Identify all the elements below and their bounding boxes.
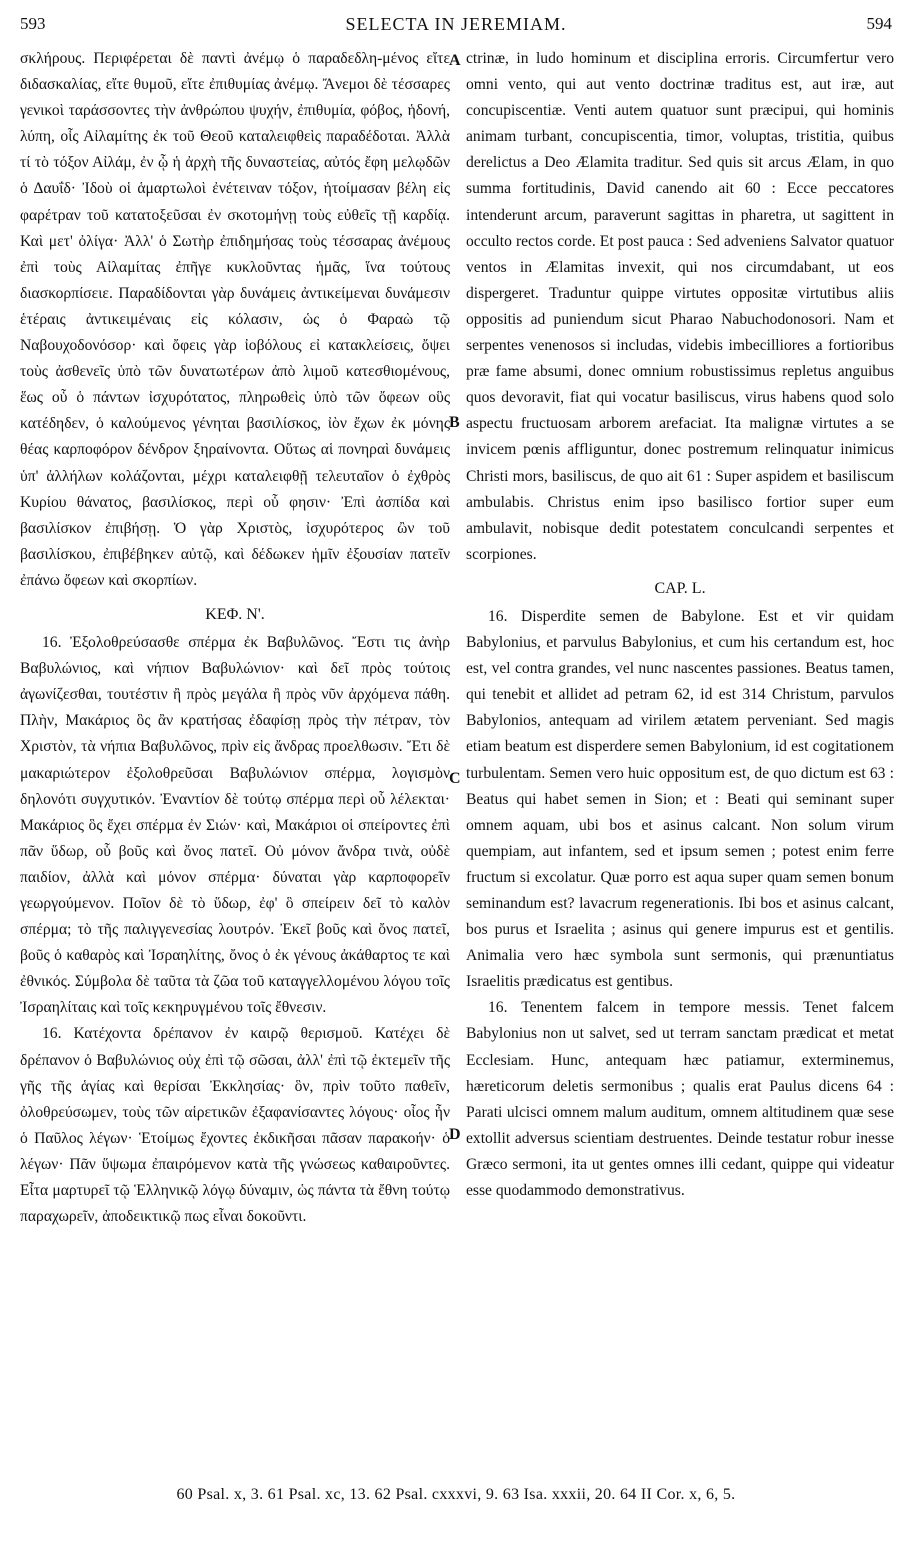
margin-letter-d: D xyxy=(449,1126,461,1143)
latin-column xyxy=(466,46,894,1204)
greek-column xyxy=(20,46,450,1230)
running-head: SELECTA IN JEREMIAM. xyxy=(345,14,567,34)
latin-paragraph-1: ctrinæ, in ludo hominum et disciplina erroris. Circumfertur vero omni vento, qui aut vento doctrinæ traditus est, aut iræ, aut concupiscentiæ. Venti autem quatuor sunt præcipui, qui hominis animam turbant, concupiscentia, timor, voluptas, tristitia, quibus derelictus a Deo Ælamita traditur. Sed quis sit arcus Ælam, in quo summa fortitudinis, David canendo ait 60 : Ecce peccatores intenderunt arcum, paraverunt sagittas in pharetra, ut sagittent in occulto rectos corde. Et post pauca : Sed adveniens Salvator quatuor ventos in Ælamitas invexit, qui nos circumdabant, ut eos dispergeret. Traduntur quippe virtutes oppositæ virtutibus aliis oppositis ad puniendum sicut Pharao Nabuchodonosori. Nam et serpentes venenosos si includas, videbis imbecilliores a fortioribus præ fame absumi, donec omnium robustissimus repletus anguibus quos devoravit, fiat qui vocatur basiliscus, virus habens quod solo aspectu fructuosam arborem arefaciat. Ita malignæ virtutes a se invicem pœnis affliguntur, donec postremum relinquatur inimicus Christi mors, basiliscus, de quo ait 61 : Super aspidem et basiliscum ambulabis. Christus enim ipso basilisco fortior super eum ambulavit, nobisque dedit potestatem conculcandi serpentes et scorpiones. xyxy=(466,50,894,563)
greek-paragraph-3: 16. Κατέχοντα δρέπανον ἐν καιρῷ θερισμοῦ. Κατέχει δὲ δρέπανον ὁ Βαβυλώνιος οὐχ ἐπὶ τῷ σῶσαι, ἀλλ' ἐπὶ τῷ ἐκτεμεῖν τῆς γῆς τῆς ἁγίας καὶ θερίσαι Ἐκκλησίας· ὃν, πρὶν τοῦτο παθεῖν, ὀλοθρεύσωμεν, τοὺς τῶν αἱρετικῶν ἐξαφανίσαντες λόγους· οἷος ἦν ὁ Παῦλος λέγων· Ἑτοίμως ἔχοντες ἐκδικῆσαι πᾶσαν παρακοήν· ὁ λέγων· Πᾶν ὕψωμα ἐπαιρόμενον κατὰ τῆς γνώσεως καθαιροῦντες. Εἶτα μαρτυρεῖ τῷ Ἑλληνικῷ λόγῳ δύναμιν, ὡς πάντα τὰ ἔθνη τούτῳ παραχωρεῖν, ἀποδεικτικῷ πως εἶναι δοκοῦντι. xyxy=(20,1025,450,1226)
margin-letter-c: C xyxy=(449,770,461,787)
footnotes: 60 Psal. x, 3. 61 Psal. xc, 13. 62 Psal. cxxxvi, 9. 63 Isa. xxxii, 20. 64 II Cor. x, 6, 5. xyxy=(176,1486,736,1503)
latin-chapter-heading: CAP. L. xyxy=(654,579,706,597)
margin-letter-b: B xyxy=(449,414,460,431)
margin-letter-a: A xyxy=(449,52,461,69)
latin-paragraph-3: 16. Tenentem falcem in tempore messis. Tenet falcem Babylonius non ut salvet, sed ut terram sanctam prædicat et metat Ecclesiam. Hunc, antequam hæc patiamur, exterminemus, hæreticorum deletis sermonibus ; qualis erat Paulus dicens 64 : Parati ulcisci omnem malum auditum, omnem altitudinem quæ sese extollit adversus scientiam destruentes. Deinde testatur robur inesse Græco sermoni, ita ut gentes omnes illi cedant, quippe qui videatur esse quodammodo demonstrativus. xyxy=(466,999,894,1200)
footnote-divider xyxy=(20,1462,892,1463)
margin-letters xyxy=(449,0,467,1460)
latin-paragraph-2: 16. Disperdite semen de Babylone. Est et vir quidam Babylonius, et parvulus Babylonius, et cum his certandum est, hoc est, vel contra grandes, vel nunc nascentes passiones. Beatus tamen, qui tenebit et allidet ad petram 62, id est 314 Christum, parvulos Babylonios, antequam ad virilem ætatem perveniant. Sed magis etiam beatum est disperdere semen Babylonium, id est cogitationem turbulentam. Semen vero huic oppositum est, de quo dictum est 63 : Beatus qui habet semen in Sion; et : Beati qui seminant super omnem aquam, ubi bos et asinus calcant. Non solum virum quempiam, aut infantem, sed et ipsum semen ; potest enim ferre fructum si excolatur. Quæ porro est aqua super quam semen bonum seminandum est? lavacrum regenerationis. Ibi bos et asinus calcant, bos purus et Israelita ; asinus qui genere impurus est et gentilis. Animalia vero hæc symbola sunt sermonis, qui prænuntiatus Israelitis prædicatus est gentibus. xyxy=(466,607,894,991)
page-number-left: 593 xyxy=(20,14,46,33)
greek-chapter-heading: ΚΕΦ. Ν'. xyxy=(205,605,265,623)
page-number-right: 594 xyxy=(866,14,892,33)
greek-paragraph-1: σκλήρους. Περιφέρεται δὲ παντὶ ἀνέμῳ ὁ παραδεδλη-μένος εἴτε διδασκαλίας, εἴτε θυμοῦ, εἴτε ἐπιθυμίας ἀνέμῳ. Ἄνεμοι δὲ τέσσαρες γενικοὶ ταράσσοντες τὴν ἀνθρώπου ψυχήν, ἐπιθυμία, φόβος, ἡδονή, λύπη, οἷς Αἰλαμίτης ἐκ τοῦ Θεοῦ καταλειφθεὶς παραδέδοται. Ἀλλὰ τί τὸ τόξον Αἰλάμ, ἐν ᾧ ἡ ἀρχὴ τῆς δυναστείας, αὐτός ἔφη μελῳδῶν ὁ Δαυΐδ· Ἰδοὺ οἱ ἁμαρτωλοὶ ἐνέτειναν τόξον, ἡτοίμασαν βέλη εἰς φαρέτραν τοῦ κατατοξεῦσαι ἐν σκοτομήνῃ τοὺς εὐθεῖς τῇ καρδίᾳ. Καὶ μετ' ὀλίγα· Ἀλλ' ὁ Σωτὴρ ἐπιδημήσας τοὺς τέσσαρας ἀνέμους ἐπὶ τοὺς Αἰλαμίτας ἐπῆγε κυκλοῦντας ἡμᾶς, ἵνα τούτους διασκορπίσειε. Παραδίδονται γὰρ δυνάμεις ἀντικείμεναι δυνάμεσιν ἑτέραις ἀντικειμέναις εἰς κόλασιν, ὡς ὁ Φαραὼ τῷ Ναβουχοδονόσορ· καὶ ὄφεις γὰρ ἰοβόλους εἰ κατακλείσεις, ὄψει τοὺς ἀσθενεῖς ὑπὸ τῶν δυνατωτέρων ἀπὸ λιμοῦ κατεσθιομένους, ἕως οὗ ὁ πάντων ἰσχυρότατος, πληρωθεὶς ὑπὸ τῶν ὄφεων οὓς κατέδηδεν, ὁ καλούμενος γένηται βασιλίσκος, ἰὸν ἔχων ἐκ μόνης θέας καρποφόρον δένδρον ξηραίνοντα. Οὕτως αἱ πονηραὶ δυνάμεις ὑπ' ἀλλήλων κολάζονται, μέχρι καταλειφθῇ τελευταῖον ὁ ἐχθρὸς Κυρίου θάνατος, βασιλίσκος, περὶ οὗ φησιν· Ἐπὶ ἀσπίδα καὶ βασιλίσκον ἐπιβήσῃ. Ὁ γὰρ Χριστὸς, ἰσχυρότερος ὢν τοῦ βασιλίσκου, ἐπιβέβηκεν αὐτῷ, καὶ δέδωκεν ἡμῖν ἐξουσίαν πατεῖν ἐπάνω ὄφεων καὶ σκορπίων. xyxy=(20,50,450,589)
greek-paragraph-2: 16. Ἐξολοθρεύσασθε σπέρμα ἐκ Βαβυλῶνος. Ἔστι τις ἀνὴρ Βαβυλώνιος, καὶ νήπιον Βαβυλώνιον· καὶ δεῖ πρὸς τούτοις ἀγωνίζεσθαι, τουτέστιν ἢ πρὸς μεγάλα ἢ πρὸς νῦν ἀρχόμενα πάθη. Πλὴν, Μακάριος ὃς ἂν κρατήσας ἐδαφίσῃ πρὸς τὴν πέτραν, τὸν Χριστὸν, τὰ νήπια Βαβυλῶνος, πρὶν εἰς ἄνδρας προελθωσιν. Ἔτι δὲ μακαριώτερον ἐξολοθρεῦσαι Βαβυλώνιον σπέρμα, λογισμὸν δηλονότι συγχυτικόν. Ἐναντίον δὲ τούτῳ σπέρμα περὶ οὗ λέλεκται· Μακάριος ὃς ἔχει σπέρμα ἐν Σιών· καὶ, Μακάριοι οἱ σπείροντες ἐπὶ πᾶν ὕδωρ, οὗ βοῦς καὶ ὄνος πατεῖ. Οὐ μόνον ἄνδρα τινὰ, οὐδὲ παιδίον, ἀλλὰ καὶ μόνον σπέρμα· δύναται γὰρ καρποφορεῖν γεωργούμενον. Ποῖον δὲ τὸ ὕδωρ, ἐφ' ὃ σπείρειν δεῖ τὸ καλὸν σπέρμα; τὸ τῆς παλιγγενεσίας λουτρόν. Ἐκεῖ βοῦς καὶ ὄνος πατεῖ, βοῦς ὁ καθαρὸς καὶ Ἰσραηλίτης, ὄνος ὁ ἐκ γένους ἀκάθαρτος τε καὶ ἐθνικός. Σύμβολα δὲ ταῦτα τὰ ζῶα τοῦ καταγγελλομένου λόγου τοῖς Ἰσραηλίταις καὶ τοῖς κεκηρυγμένου τοῖς ἔθνεσιν. xyxy=(20,634,450,1017)
